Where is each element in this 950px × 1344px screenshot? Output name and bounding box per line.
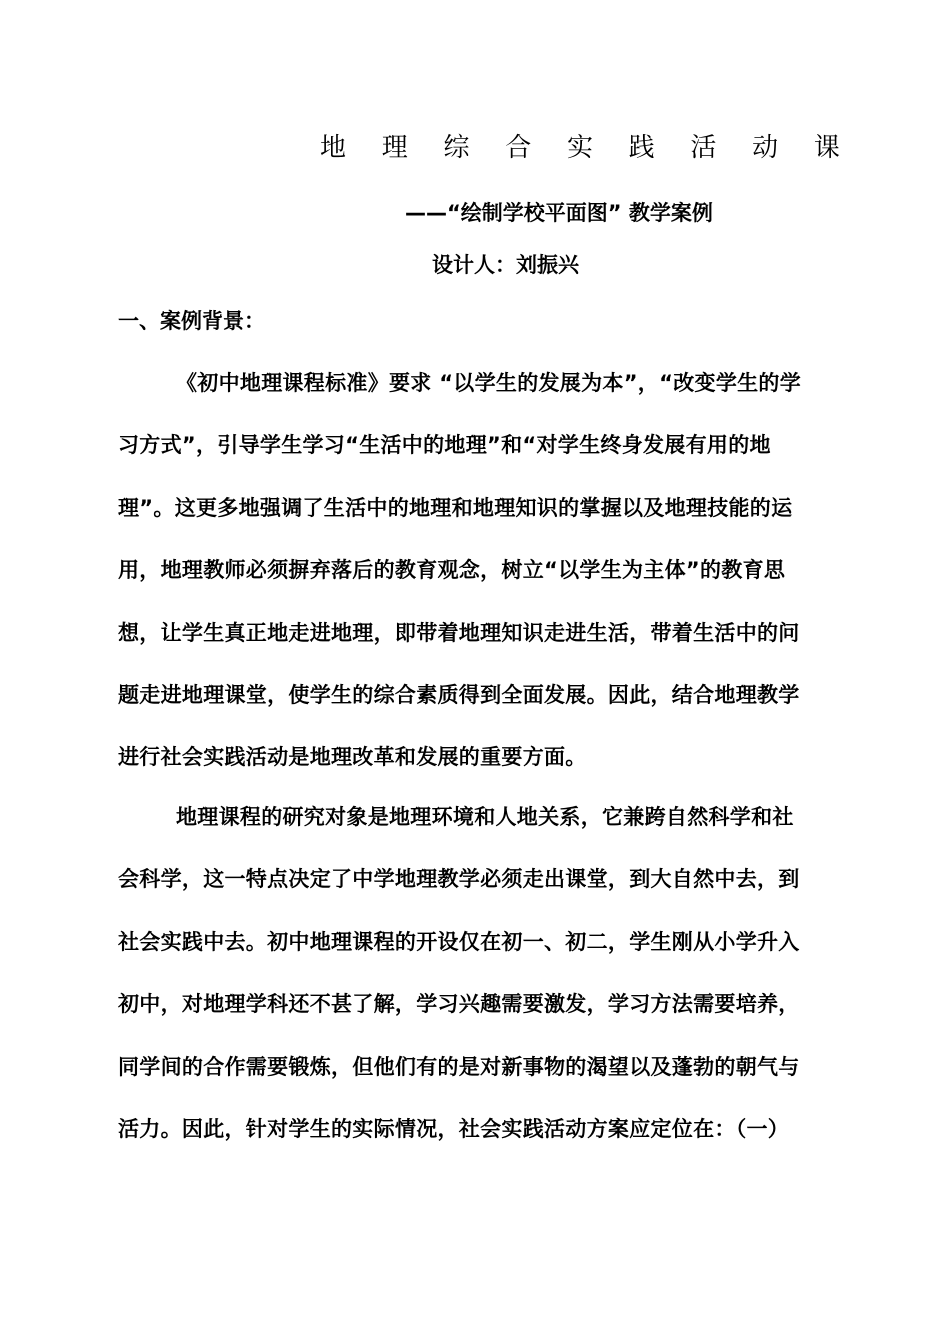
title-char: 理 <box>381 133 408 163</box>
paragraph-line: 想，让学生真正地走进地理，即带着地理知识走进生活，带着生活中的问 <box>118 620 800 645</box>
paragraph-line: 《初中地理课程标准》要求 “以学生的发展为本”，“改变学生的学 <box>176 371 802 395</box>
paragraph-2 <box>118 786 838 1160</box>
title-char: 动 <box>752 133 779 163</box>
paragraph-line: 习方式”，引导学生学习“生活中的地理”和“对学生终身发展有用的地 <box>118 433 771 458</box>
section-heading: 一、案例背景： <box>118 309 265 333</box>
title-char: 课 <box>813 133 840 163</box>
title-char: 实 <box>566 133 593 163</box>
title-char: 活 <box>690 133 717 163</box>
paragraph-line: 进行社会实践活动是地理改革和发展的重要方面。 <box>118 745 587 770</box>
paragraph-line: 用，地理教师必须摒弃落后的教育观念，树立“以学生为主体”的教育思 <box>118 558 786 583</box>
paragraph-line: 社会实践中去。初中地理课程的开设仅在初一、初二，学生刚从小学升入 <box>118 929 800 954</box>
paragraph-line: 会科学，这一特点决定了中学地理教学必须走出课堂，到大自然中去，到 <box>118 867 800 892</box>
title-char: 综 <box>443 133 470 163</box>
paragraph-line: 题走进地理课堂，使学生的综合素质得到全面发展。因此，结合地理教学 <box>118 682 800 707</box>
document-subtitle: ——“绘制学校平面图” 教学案例 <box>405 201 713 225</box>
paragraph-line: 初中，对地理学科还不甚了解，学习兴趣需要激发，学习方法需要培养， <box>118 992 800 1017</box>
document-title <box>320 128 840 168</box>
designer-line: 设计人：刘振兴 <box>432 253 579 277</box>
paragraph-1 <box>118 352 838 789</box>
paragraph-line: 同学间的合作需要锻炼，但他们有的是对新事物的渴望以及蓬勃的朝气与 <box>118 1054 800 1079</box>
title-char: 践 <box>628 133 655 163</box>
paragraph-line: 活力。因此，针对学生的实际情况，社会实践活动方案应定位在：（一） <box>118 1116 790 1141</box>
title-char: 合 <box>505 133 532 163</box>
paragraph-line: 地理课程的研究对象是地理环境和人地关系，它兼跨自然科学和社 <box>176 805 794 829</box>
title-char: 地 <box>320 133 347 163</box>
paragraph-line: 理”。这更多地强调了生活中的地理和地理知识的掌握以及地理技能的运 <box>118 495 793 520</box>
